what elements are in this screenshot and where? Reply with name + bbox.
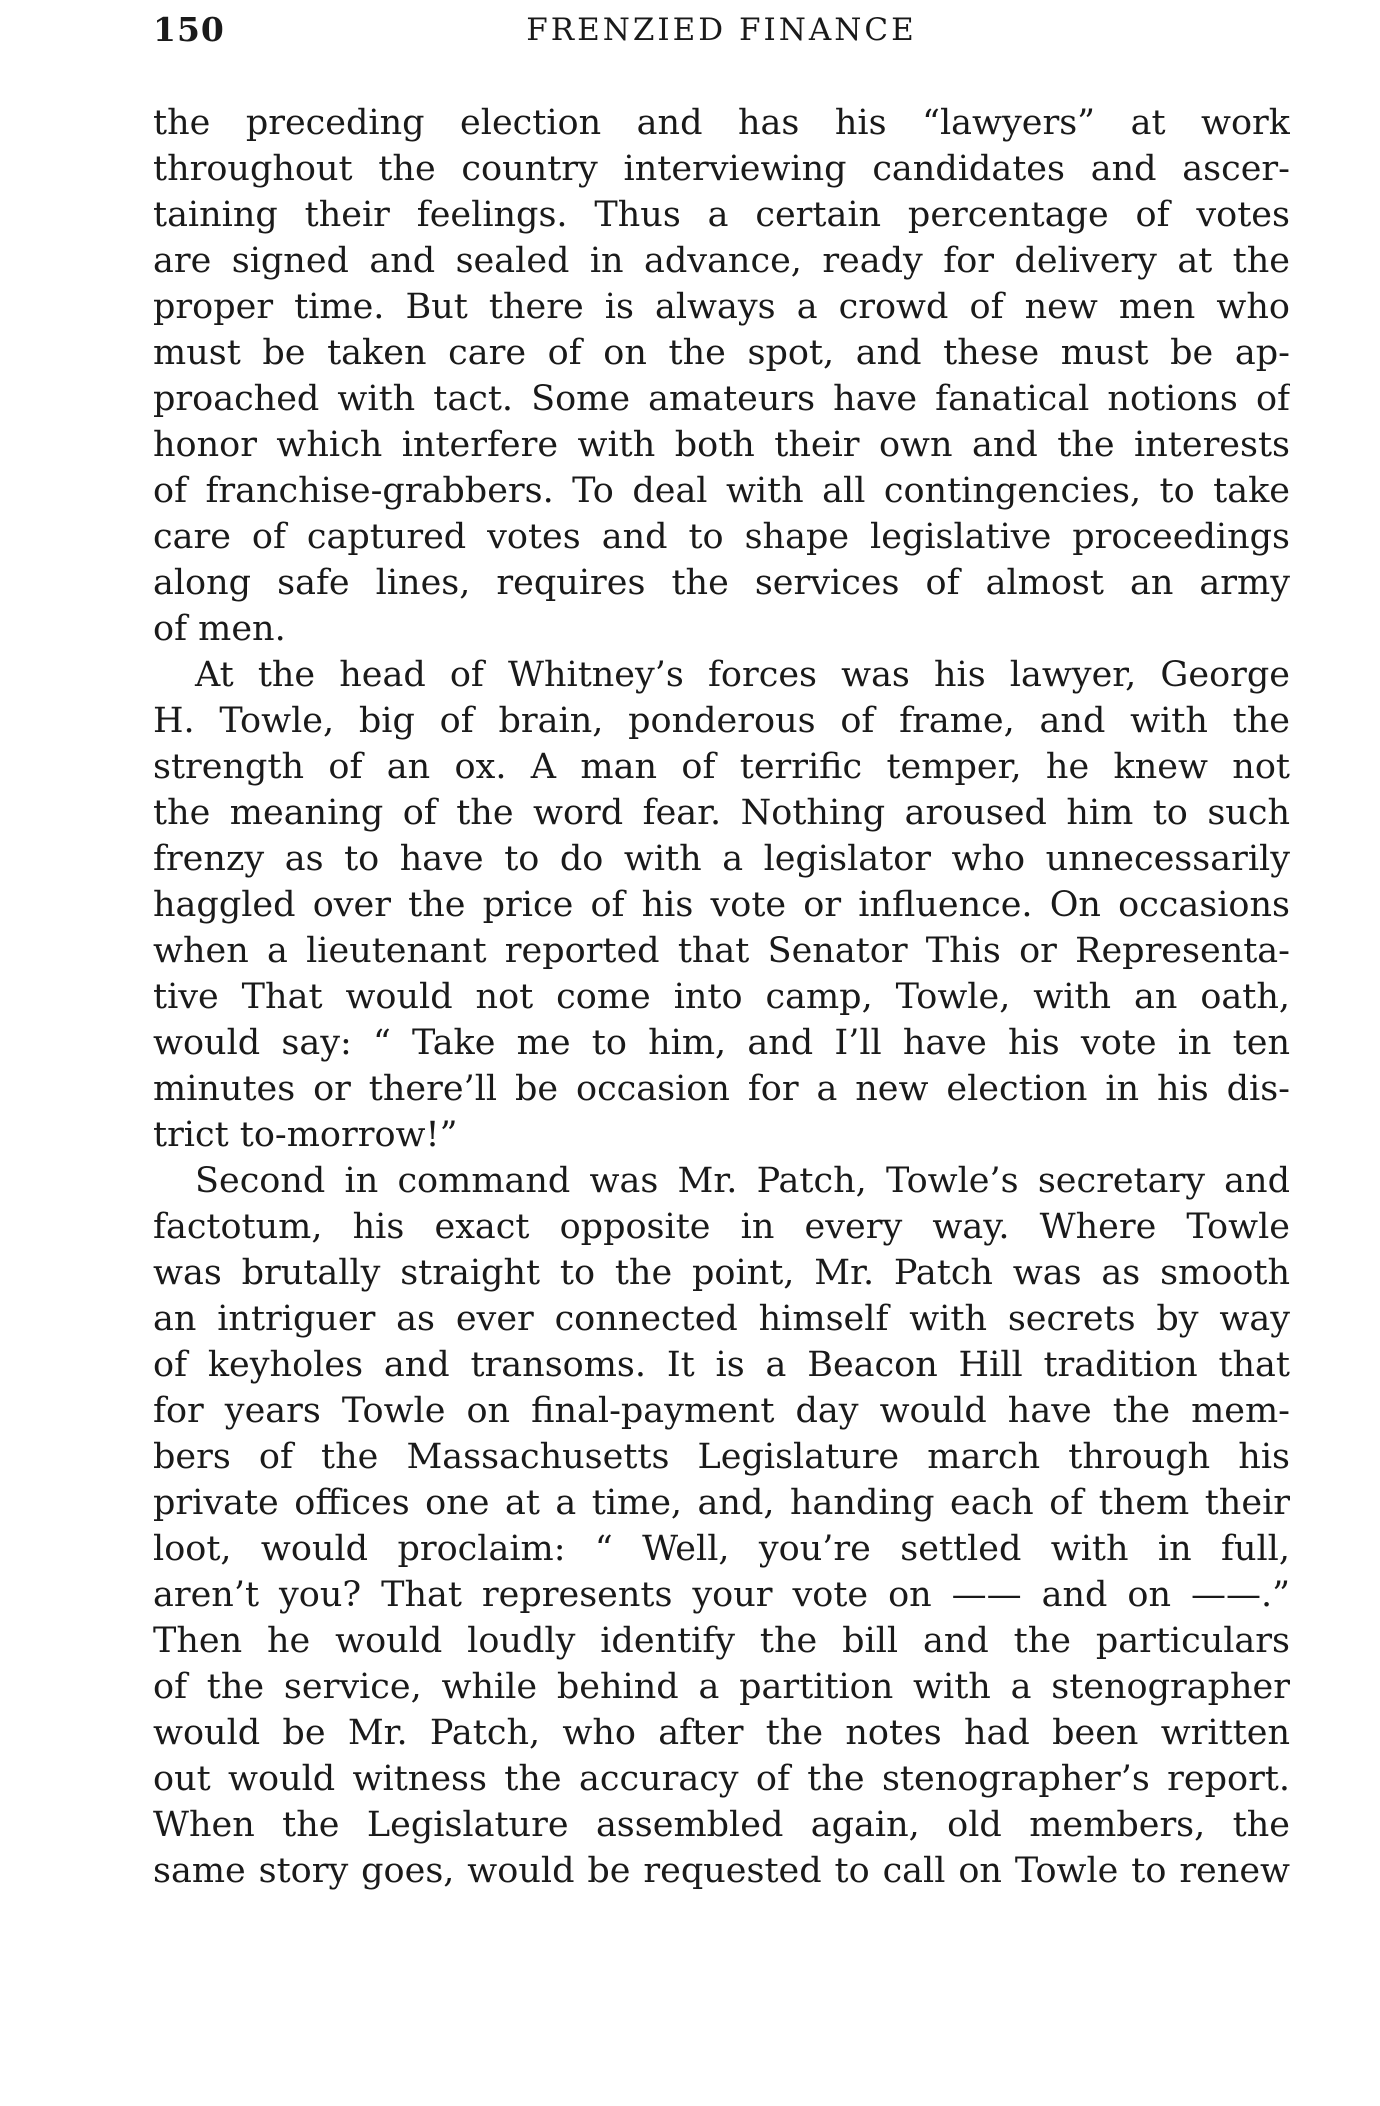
running-title: FRENZIED FINANCE	[526, 12, 917, 48]
text-line: proper time. But there is always a crowd of new men who	[153, 287, 1290, 327]
text-line: private offices one at a time, and, handing each of them their	[153, 1483, 1290, 1523]
paragraph-start-line: At the head of Whitney’s forces was his lawyer, George	[195, 655, 1290, 695]
text-line: care of captured votes and to shape legislative proceedings	[153, 517, 1290, 557]
text-line: of the service, while behind a partition with a stenographer	[153, 1667, 1290, 1707]
text-line: proached with tact. Some amateurs have fanatical notions of	[153, 379, 1290, 419]
text-line: are signed and sealed in advance, ready for delivery at the	[153, 241, 1290, 281]
text-line: of men.	[153, 609, 286, 649]
text-line: strength of an ox. A man of terrific temper, he knew not	[153, 747, 1290, 787]
text-line: the preceding election and has his “lawyers” at work	[153, 103, 1290, 143]
text-line: out would witness the accuracy of the stenographer’s report.	[153, 1759, 1290, 1799]
text-line: Then he would loudly identify the bill and the particulars	[153, 1621, 1290, 1661]
text-line: haggled over the price of his vote or influence. On occasions	[153, 885, 1290, 925]
body-text	[153, 100, 1290, 1894]
text-line: was brutally straight to the point, Mr. Patch was as smooth	[153, 1253, 1290, 1293]
text-line: for years Towle on final-payment day would have the mem-	[153, 1391, 1290, 1431]
text-line: tive That would not come into camp, Towle, with an oath,	[153, 977, 1290, 1017]
text-line: would be Mr. Patch, who after the notes had been written	[153, 1713, 1290, 1753]
running-head	[153, 10, 1290, 50]
text-line: loot, would proclaim: “ Well, you’re settled with in full,	[153, 1529, 1290, 1569]
text-line: throughout the country interviewing candidates and ascer-	[153, 149, 1290, 189]
text-line: factotum, his exact opposite in every way. Where Towle	[153, 1207, 1290, 1247]
text-line: frenzy as to have to do with a legislator who unnecessarily	[153, 839, 1290, 879]
paragraph-start-line: Second in command was Mr. Patch, Towle’s secretary and	[195, 1161, 1290, 1201]
text-line: bers of the Massachusetts Legislature march through his	[153, 1437, 1290, 1477]
page-number: 150	[153, 10, 225, 49]
text-line: the meaning of the word fear. Nothing aroused him to such	[153, 793, 1290, 833]
text-line: would say: “ Take me to him, and I’ll have his vote in ten	[153, 1023, 1290, 1063]
text-line: must be taken care of on the spot, and these must be ap-	[153, 333, 1290, 373]
text-line: H. Towle, big of brain, ponderous of frame, and with the	[153, 701, 1290, 741]
text-line: same story goes, would be requested to call on Towle to renew	[153, 1851, 1290, 1891]
text-line: honor which interfere with both their own and the interests	[153, 425, 1290, 465]
text-line: of franchise-grabbers. To deal with all contingencies, to take	[153, 471, 1290, 511]
text-line: trict to-morrow!”	[153, 1115, 458, 1155]
text-line: When the Legislature assembled again, old members, the	[153, 1805, 1290, 1845]
text-line: along safe lines, requires the services of almost an army	[153, 563, 1290, 603]
text-line: an intriguer as ever connected himself with secrets by way	[153, 1299, 1290, 1339]
text-line: aren’t you? That represents your vote on —— and on ——.”	[153, 1575, 1290, 1615]
text-line: minutes or there’ll be occasion for a new election in his dis-	[153, 1069, 1290, 1109]
text-line: of keyholes and transoms. It is a Beacon Hill tradition that	[153, 1345, 1290, 1385]
text-line: when a lieutenant reported that Senator This or Representa-	[153, 931, 1290, 971]
text-line: taining their feelings. Thus a certain percentage of votes	[153, 195, 1290, 235]
